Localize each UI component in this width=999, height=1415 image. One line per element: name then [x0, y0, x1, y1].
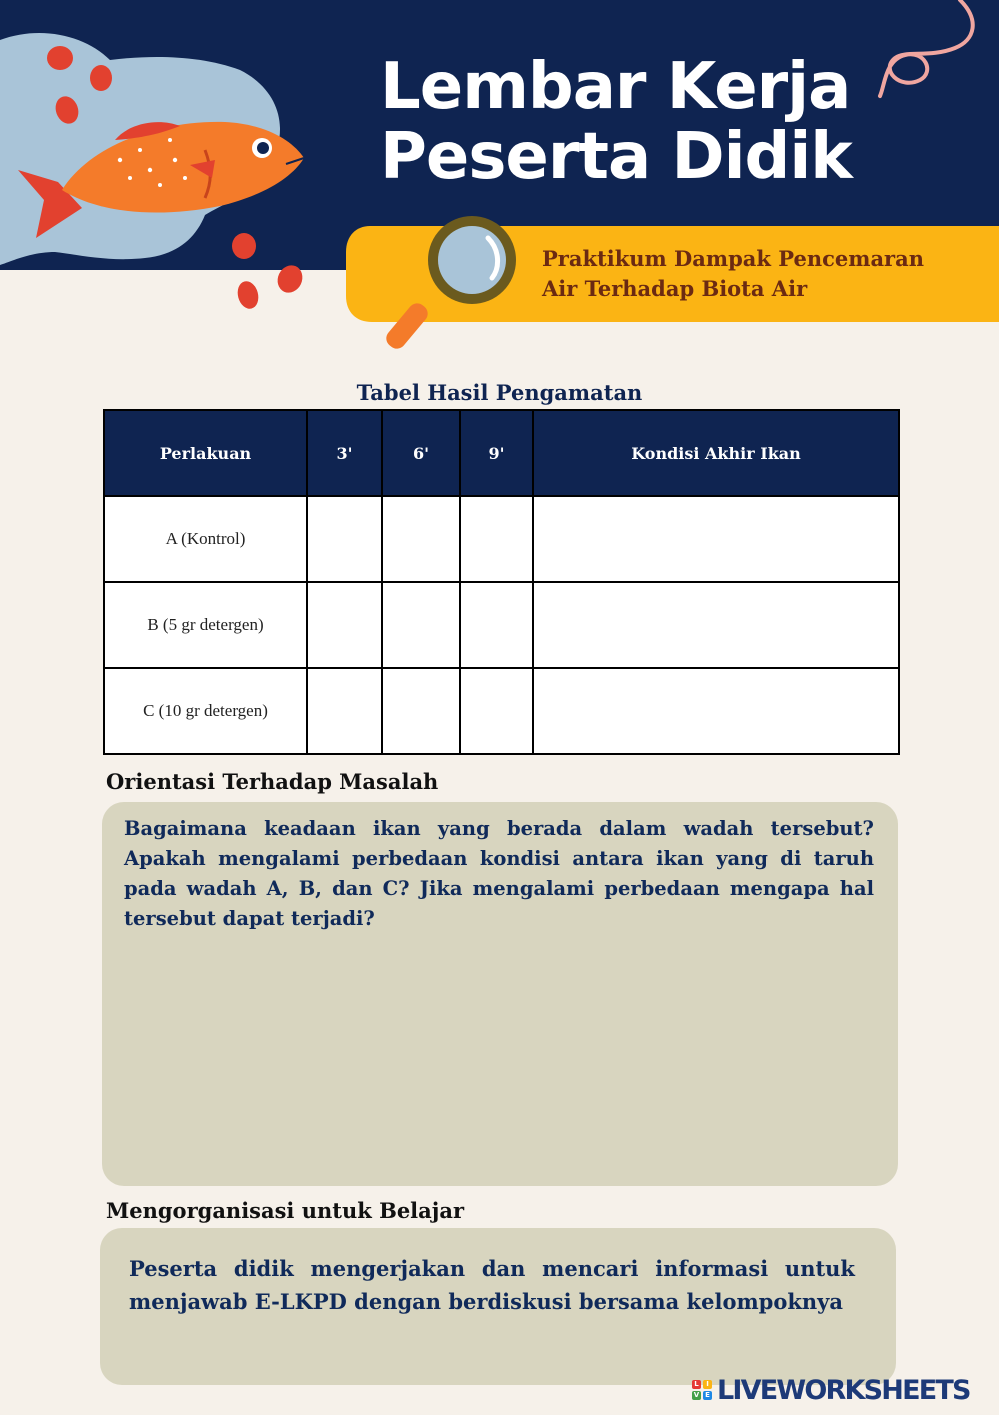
answer-cell[interactable] [460, 582, 533, 668]
liveworksheets-brand[interactable] [692, 1374, 992, 1408]
table-row [104, 582, 899, 668]
section-title-orientasi: Orientasi Terhadap Masalah [106, 769, 439, 794]
logo-letter: E [703, 1391, 712, 1400]
answer-cell[interactable] [307, 582, 382, 668]
answer-cell[interactable] [382, 582, 460, 668]
header-kondisi-akhir: Kondisi Akhir Ikan [533, 410, 899, 496]
logo-letter: V [693, 1391, 700, 1399]
header-9-min: 9' [460, 410, 533, 496]
info-box-mengorganisasi [100, 1228, 896, 1385]
header-3-min: 3' [307, 410, 382, 496]
instruction-text-mengorganisasi: Peserta didik mengerjakan dan mencari informasi untuk menjawab E-LKPD dengan berdiskusi bersama kelompoknya [129, 1256, 855, 1314]
header-6-min: 6' [382, 410, 460, 496]
table-row [104, 496, 899, 582]
table-caption: Tabel Hasil Pengamatan [356, 380, 643, 405]
observation-table [103, 409, 900, 755]
table-header-row [104, 410, 899, 496]
answer-cell[interactable] [460, 496, 533, 582]
subtitle [542, 244, 982, 304]
answer-cell[interactable] [533, 496, 899, 582]
answer-box-orientasi[interactable] [102, 802, 898, 1186]
question-text-orientasi: Bagaimana keadaan ikan yang berada dalam wadah tersebut? Apakah mengalami perbedaan kondisi antara ikan yang di taruh pada wadah A, B, dan C? Jika mengalami perbedaan mengapa hal tersebut dapat terjadi? [124, 817, 874, 930]
brand-name: LIVEWORKSHEETS [717, 1375, 970, 1406]
answer-cell[interactable] [382, 496, 460, 582]
title-line-1: Lembar Kerja [380, 50, 851, 124]
liveworksheets-logo-icon [692, 1380, 714, 1402]
row-label: A (Kontrol) [104, 496, 307, 582]
answer-cell[interactable] [533, 668, 899, 754]
logo-letter: L [692, 1380, 701, 1389]
row-label: C (10 gr detergen) [104, 668, 307, 754]
subtitle-line-2: Air Terhadap Biota Air [542, 276, 808, 301]
row-label: B (5 gr detergen) [104, 582, 307, 668]
logo-letter: I [703, 1380, 712, 1389]
title-line-2: Peserta Didik [380, 120, 852, 194]
answer-cell[interactable] [533, 582, 899, 668]
answer-cell[interactable] [307, 668, 382, 754]
answer-cell[interactable] [307, 496, 382, 582]
table-row [104, 668, 899, 754]
header-perlakuan: Perlakuan [104, 410, 307, 496]
section-title-mengorganisasi: Mengorganisasi untuk Belajar [106, 1198, 465, 1223]
page-title [380, 52, 940, 192]
answer-cell[interactable] [460, 668, 533, 754]
answer-cell[interactable] [382, 668, 460, 754]
subtitle-line-1: Praktikum Dampak Pencemaran [542, 246, 924, 271]
